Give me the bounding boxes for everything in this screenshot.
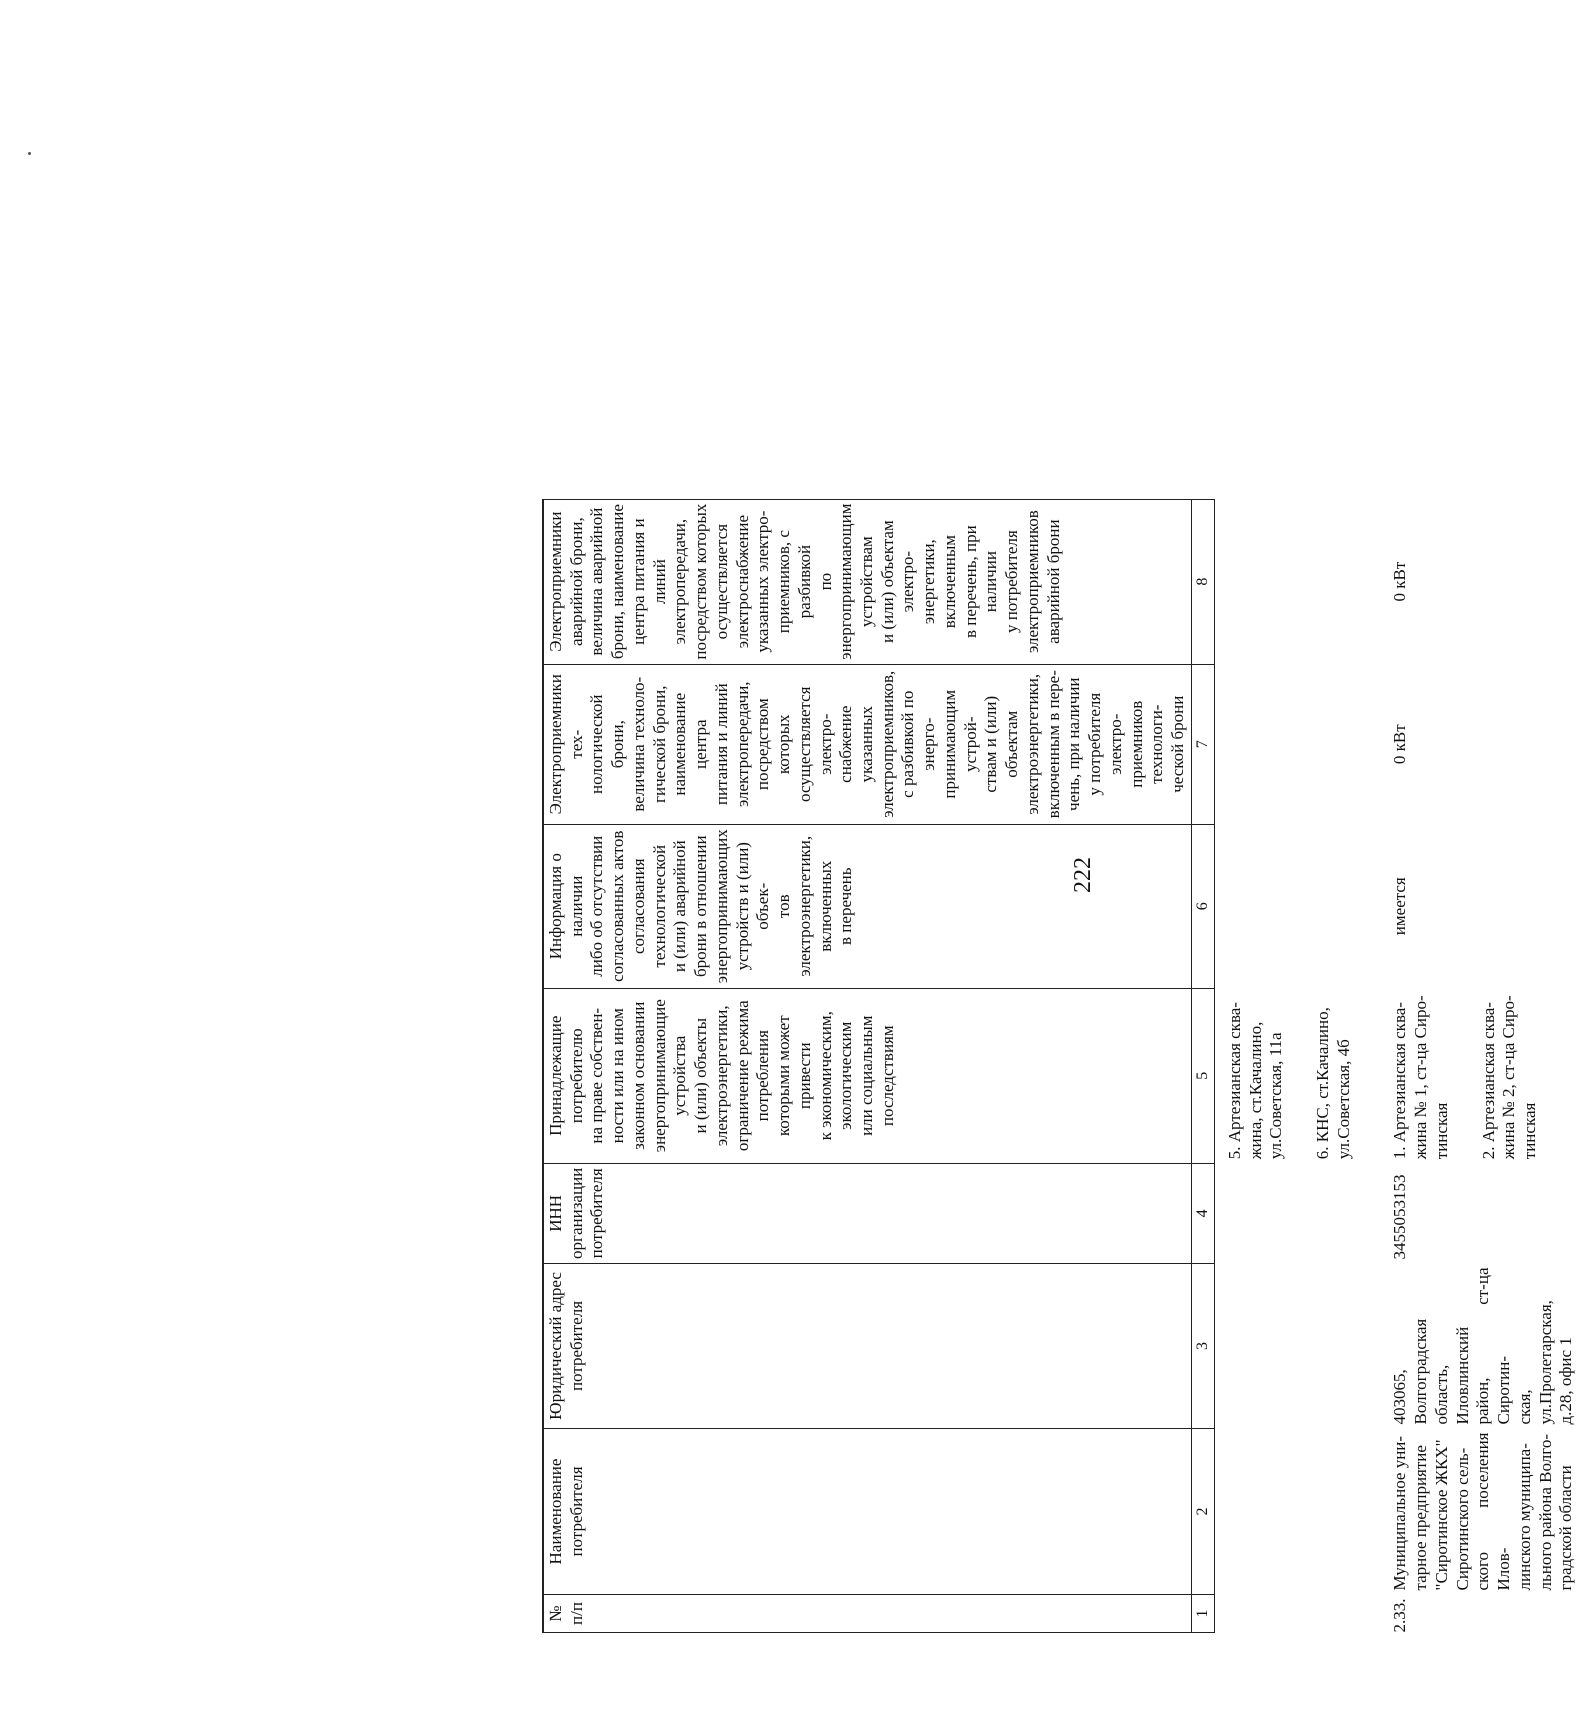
consumer-inn: 3455053153 — [1390, 1174, 1410, 1260]
site-item: 2. Артезианская сква- жина № 2, ст-ца Сиро- тинская — [1478, 995, 1540, 1160]
page-number: 222 — [1070, 857, 1096, 893]
continuation-row — [1214, 499, 1380, 1632]
column-header-7: Электроприемники тех- нологической брони, величина техноло- гической брони, наименование центра питания и линий электропередачи, посредством которых осуществляется электро- снабжение указанных электроприемников, с разбивкой по энерго- принимающим устрой- ствам и (или) объектам электроэнергетики, включенным в пере- чень, при наличии у потребителя электро- приемников технологи- ческой брони — [543, 664, 1191, 824]
tech-bron-value: 0 кВт — [1390, 724, 1410, 765]
avar-bron-value: 0 кВт — [1390, 561, 1410, 602]
scan-speck — [28, 152, 31, 155]
entry-number: 2.33. — [1390, 1598, 1410, 1633]
column-number-4: 4 — [1191, 1163, 1214, 1263]
consumer-name: Муниципальное уни- тарное предприятие "Сиротинское ЖКХ" Сиротинского сель- ского поселения Илов- линского муниципа- льного района Волго- градской области — [1390, 1432, 1576, 1591]
column-number-2: 2 — [1191, 1429, 1214, 1595]
column-header-8: Электроприемники аварийной брони, величина аварийной брони, наименование центра питания и линий электропередачи, посредством которых осуществляется электроснабжение указанных электро- приемников, с разбивкой по энергопринимающим устройствам и (или) объектам электро- энергетики, включенным в перечень, при наличии у потребителя электроприемников аварийной брони — [543, 499, 1191, 664]
column-header-3: Юридический адрес потребителя — [543, 1264, 1191, 1429]
column-header-1: № п/п — [543, 1595, 1191, 1633]
header-row — [543, 499, 1191, 1632]
column-number-6: 6 — [1191, 824, 1214, 988]
site-item: 6. КНС, ст.Качалино, ул.Советская, 4б — [1312, 1007, 1353, 1160]
column-number-7: 7 — [1191, 664, 1214, 824]
column-number-8: 8 — [1191, 499, 1214, 664]
consumer-table — [542, 499, 1577, 1633]
acts-availability: имеется — [1390, 877, 1410, 936]
table-row — [1380, 499, 1577, 1632]
site-item: 5. Артезианская сква- жина, ст.Качалино, ул.Советская, 11а — [1224, 1002, 1286, 1160]
column-number-row — [1191, 499, 1214, 1632]
consumer-address: 403065, Волгоградская область, Иловлинский район, ст-ца Сиротин- ская, ул.Пролетарская, д.28, офис 1 — [1390, 1267, 1576, 1425]
column-number-3: 3 — [1191, 1264, 1214, 1429]
column-header-5: Принадлежащие потребителю на праве собствен- ности или на ином законном основании энергопринимающие устройства и (или) объекты электроэнергетики, ограничение режима потребления которыми может привести к экономическим, экологическим или социальным последствиям — [543, 988, 1191, 1163]
column-number-5: 5 — [1191, 988, 1214, 1163]
column-header-2: Наименование потребителя — [543, 1429, 1191, 1595]
column-header-6: Информация о наличии либо об отсутствии согласованных актов согласования технологической и (или) аварийной брони в отношении энергопринимающих устройств и (или) объек- тов электроэнергетики, включенных в перечень — [543, 824, 1191, 988]
entry-sites — [1380, 988, 1577, 1163]
column-header-4: ИНН организации потребителя — [543, 1163, 1191, 1263]
column-number-1: 1 — [1191, 1595, 1214, 1633]
site-item: 1. Артезианская сква- жина № 1, ст-ца Сиро- тинская — [1390, 995, 1451, 1160]
continuation-sites — [1214, 988, 1380, 1163]
